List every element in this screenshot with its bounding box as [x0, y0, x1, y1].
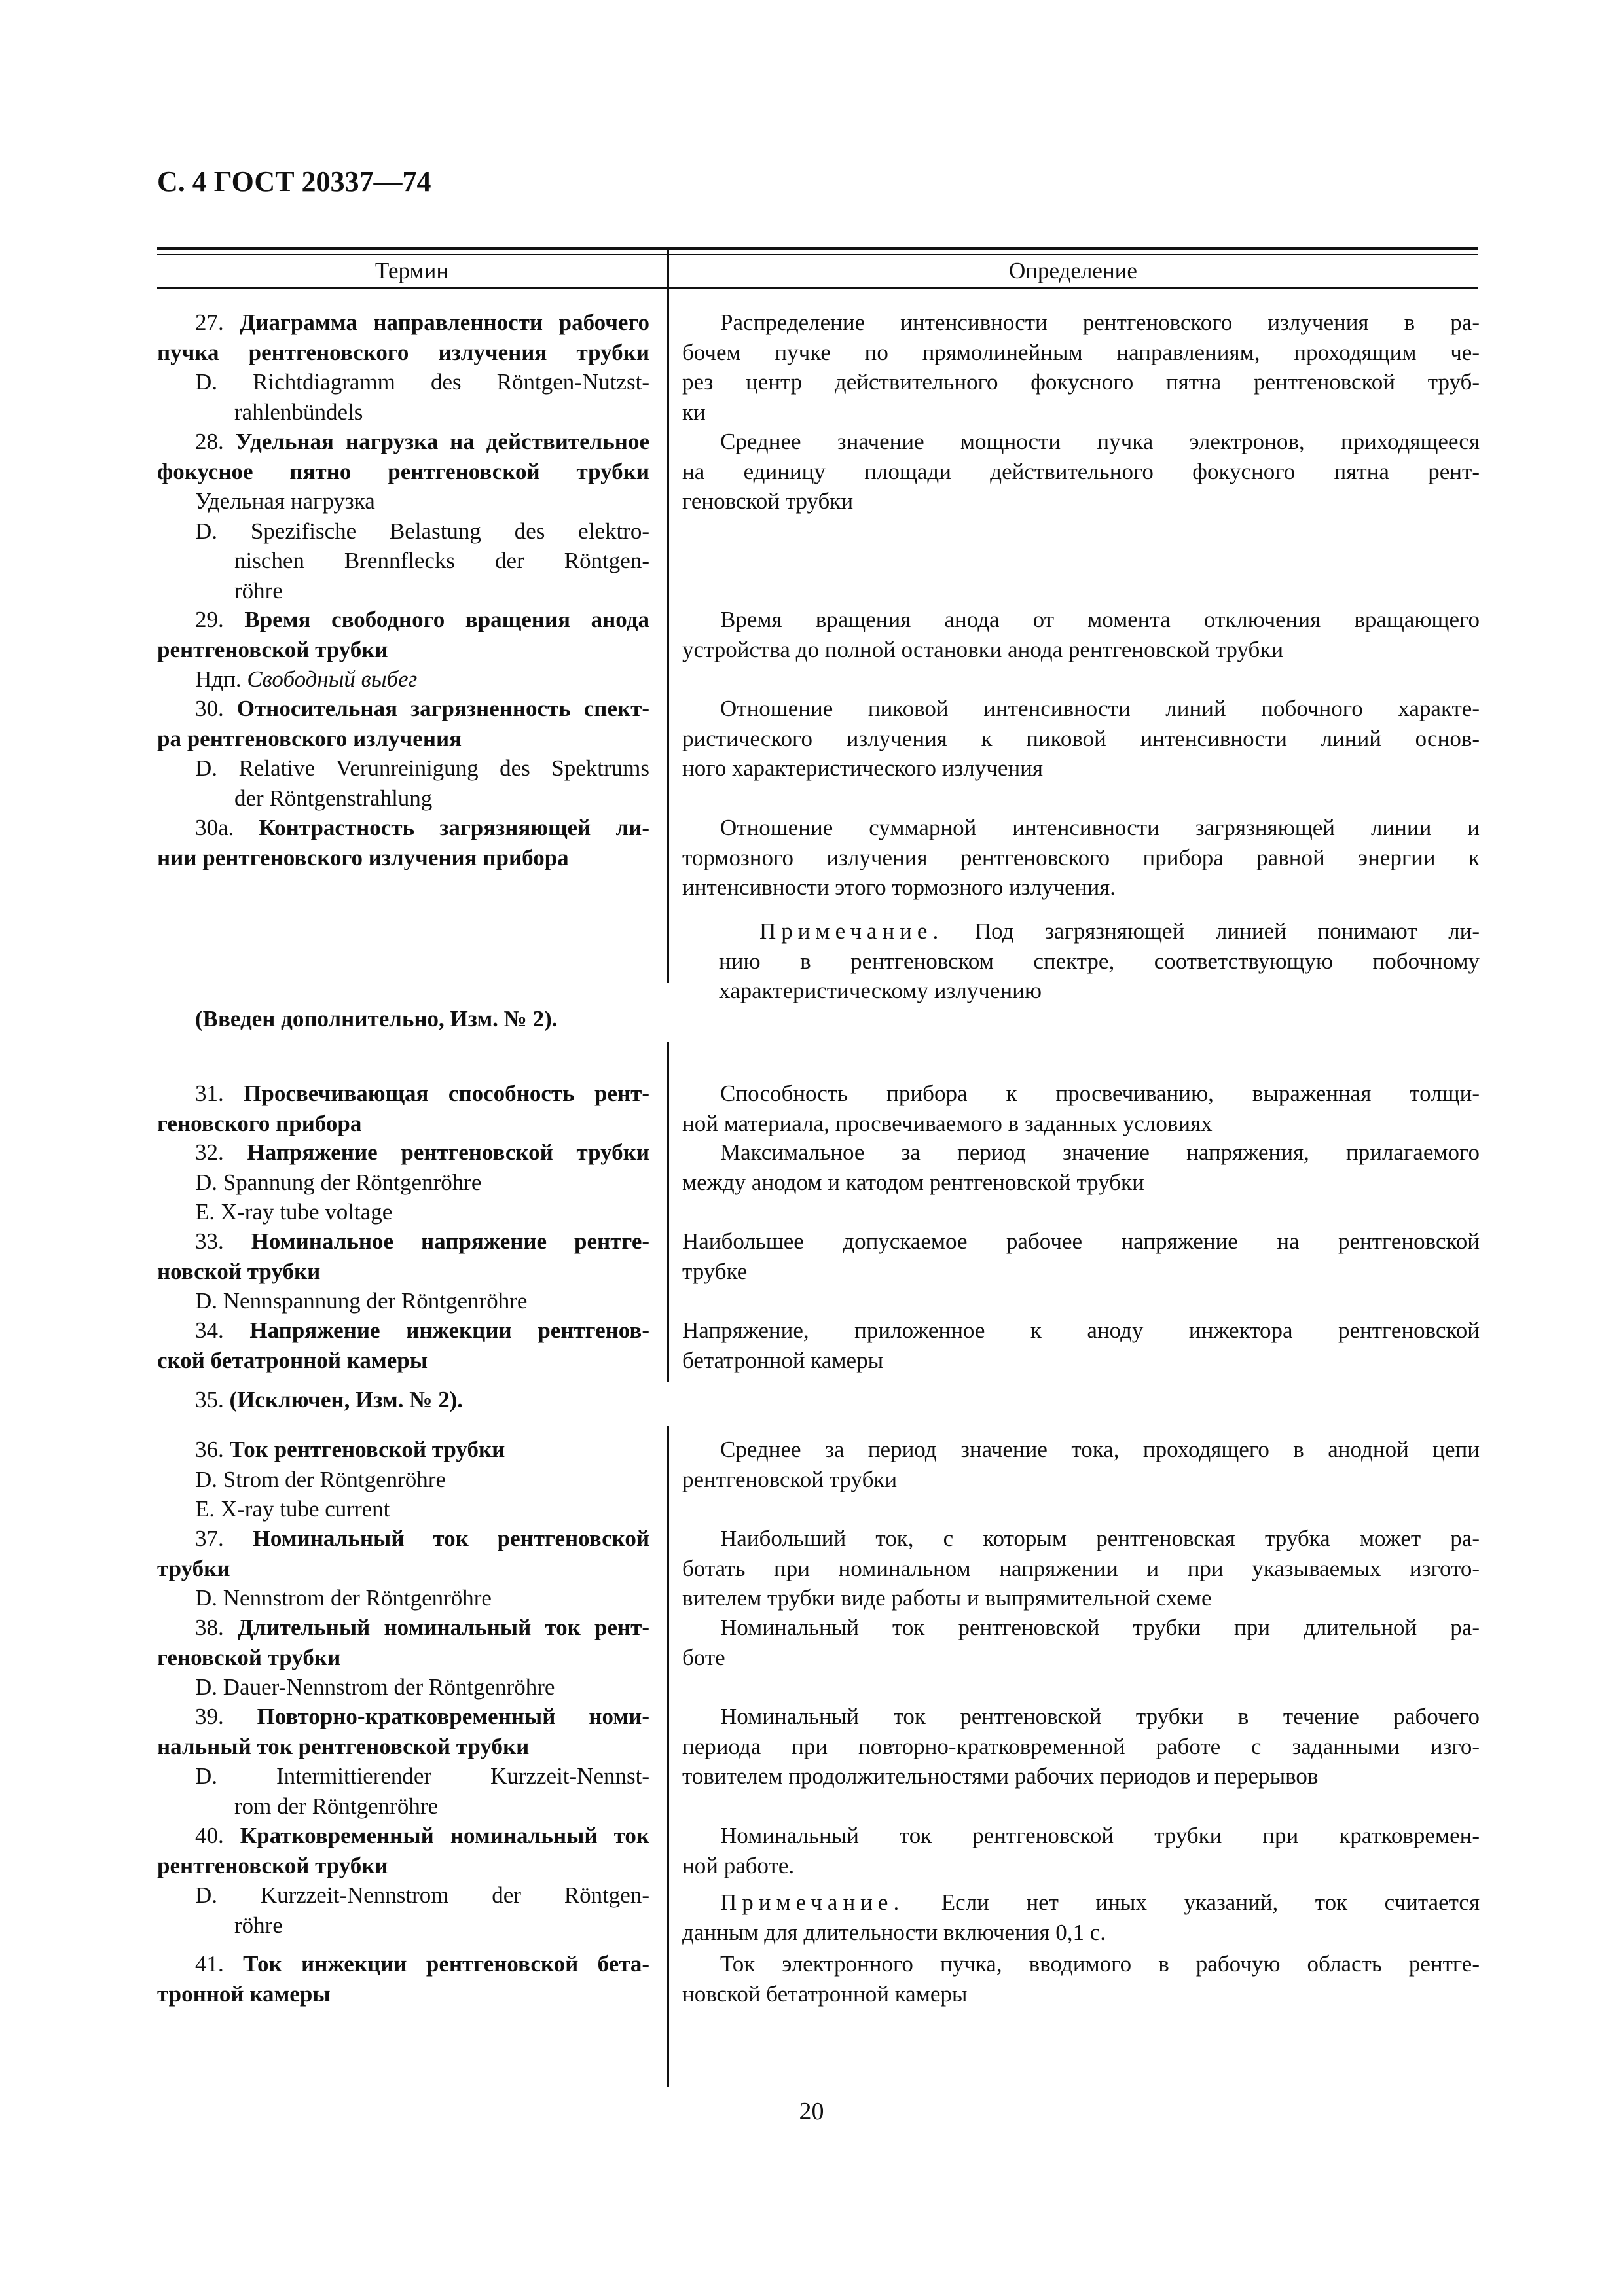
note-40: Примечание. Если нет иных указаний, ток считается данным для длительности включения 0,1 с. — [682, 1890, 1480, 1945]
column-header-term: Термин — [374, 258, 449, 283]
definition-27: Распределение интенсивности рентгеновского излучения в ра- бочем пучке по прямолинейным направлениям, проходящим че- рез центр действительного фокусного пятна рентгеновской труб- ки — [682, 310, 1480, 425]
definition-36: Среднее за период значение тока, проходящего в анодной цепи рентгеновской трубки — [682, 1437, 1480, 1492]
term-33: 33. Номинальное напряжение рентге- новской трубки D. Nennspannung der Röntgenröhre — [157, 1229, 650, 1314]
page-header: С. 4 ГОСТ 20337—74 — [157, 166, 431, 198]
header-rule — [157, 287, 1478, 289]
column-divider — [667, 1042, 669, 1382]
term-38: 38. Длительный номинальный ток рент- геновской трубки D. Dauer-Nennstrom der Röntgenröhre — [157, 1615, 650, 1700]
term-35: 35. (Исключен, Изм. № 2). — [195, 1387, 464, 1412]
term-41: 41. Ток инжекции рентгеновской бета- тронной камеры — [157, 1951, 650, 2007]
term-37: 37. Номинальный ток рентгеновской трубки D. Nennstrom der Röntgenröhre — [157, 1526, 650, 1611]
table-top-rule-thin — [157, 254, 1478, 255]
definition-37: Наибольший ток, с которым рентгеновская трубка может ра- ботать при номинальном напряжении и при указываемых изгото- вителем трубки виде работы и выпрямительной схеме — [682, 1526, 1480, 1611]
term-34: 34. Напряжение инжекции рентгенов- ской бетатронной камеры — [157, 1318, 649, 1373]
note-30a: Примечание. Под загрязняющей линией понимают ли- нию в рентгеновском спектре, соответствующую побочному характеристическому излучению — [719, 918, 1480, 1003]
term-29: 29. Время свободного вращения анода рентгеновской трубки Ндп. Свободный выбег — [157, 607, 649, 692]
column-header-definition: Определение — [1009, 258, 1137, 283]
definition-40: Номинальный ток рентгеновской трубки при кратковремен- ной работе. — [682, 1823, 1480, 1878]
term-27: 27. Диаграмма направленности рабочего пучка рентгеновского излучения трубки D. Richtdiagramm des Röntgen-Nutzst- rahlenbündels — [157, 310, 649, 425]
definition-34: Напряжение, приложенное к аноду инжектора рентгеновской бетатронной камеры — [682, 1318, 1480, 1373]
amendment-note: (Введен дополнительно, Изм. № 2). — [195, 1006, 558, 1031]
definition-32: Максимальное за период значение напряжения, прилагаемого между анодом и катодом рентгеновской трубки — [682, 1139, 1480, 1195]
term-39: 39. Повторно-кратковременный номи- нальный ток рентгеновской трубки D. Intermittierender Kurzzeit-Nennst- rom der Röntgenröhre — [157, 1704, 649, 1819]
term-28: 28. Удельная нагрузка на действительное фокусное пятно рентгеновской трубки Удельная нагрузка D. Spezifische Belastung des elektro- nischen Brennflecks der Röntgen- röhre — [157, 429, 649, 603]
page-number: 20 — [799, 2098, 824, 2125]
definition-38: Номинальный ток рентгеновской трубки при длительной ра- боте — [682, 1615, 1480, 1670]
definition-41: Ток электронного пучка, вводимого в рабочую область рентге- новской бетатронной камеры — [682, 1951, 1480, 2007]
column-divider — [667, 1426, 669, 2087]
term-31: 31. Просвечивающая способность рент- геновского прибора — [157, 1081, 649, 1136]
definition-29: Время вращения анода от момента отключения вращающего устройства до полной остановки анода рентгеновской трубки — [682, 607, 1480, 662]
term-40: 40. Кратковременный номинальный ток рентгеновской трубки D. Kurzzeit-Nennstrom der Röntgen- röhre — [157, 1823, 649, 1938]
table-top-rule — [157, 247, 1478, 250]
definition-30: Отношение пиковой интенсивности линий побочного характе- ристического излучения к пиковой интенсивности линий основ- ного характеристического излучения — [682, 696, 1480, 781]
term-30: 30. Относительная загрязненность спект- ра рентгеновского излучения D. Relative Verunreinigung des Spektrums der Röntgenstrahlung — [157, 696, 649, 811]
definition-33: Наибольшее допускаемое рабочее напряжение на рентгеновской трубке — [682, 1229, 1480, 1284]
term-30a: 30а. Контрастность загрязняющей ли- нии рентгеновского излучения прибора — [157, 815, 649, 870]
term-32: 32. Напряжение рентгеновской трубки D. Spannung der Röntgenröhre E. X-ray tube voltage — [195, 1139, 649, 1225]
column-divider — [667, 249, 669, 983]
term-36: 36. Ток рентгеновской трубки D. Strom der Röntgenröhre E. X-ray tube current — [195, 1437, 505, 1522]
definition-31: Способность прибора к просвечиванию, выраженная толщи- ной материала, просвечиваемого в заданных условиях — [682, 1081, 1480, 1136]
definition-28: Среднее значение мощности пучка электронов, приходящееся на единицу площади действительного фокусного пятна рент- геновской трубки — [682, 429, 1480, 514]
definition-30a: Отношение суммарной интенсивности загрязняющей линии и тормозного излучения рентгеновского прибора равной энергии к интенсивности этого тормозного излучения. — [682, 815, 1480, 900]
definition-39: Номинальный ток рентгеновской трубки в течение рабочего периода при повторно-кратковременной работе с заданными изго- товителем продолжительностями рабочих периодов и перерывов — [682, 1704, 1480, 1789]
